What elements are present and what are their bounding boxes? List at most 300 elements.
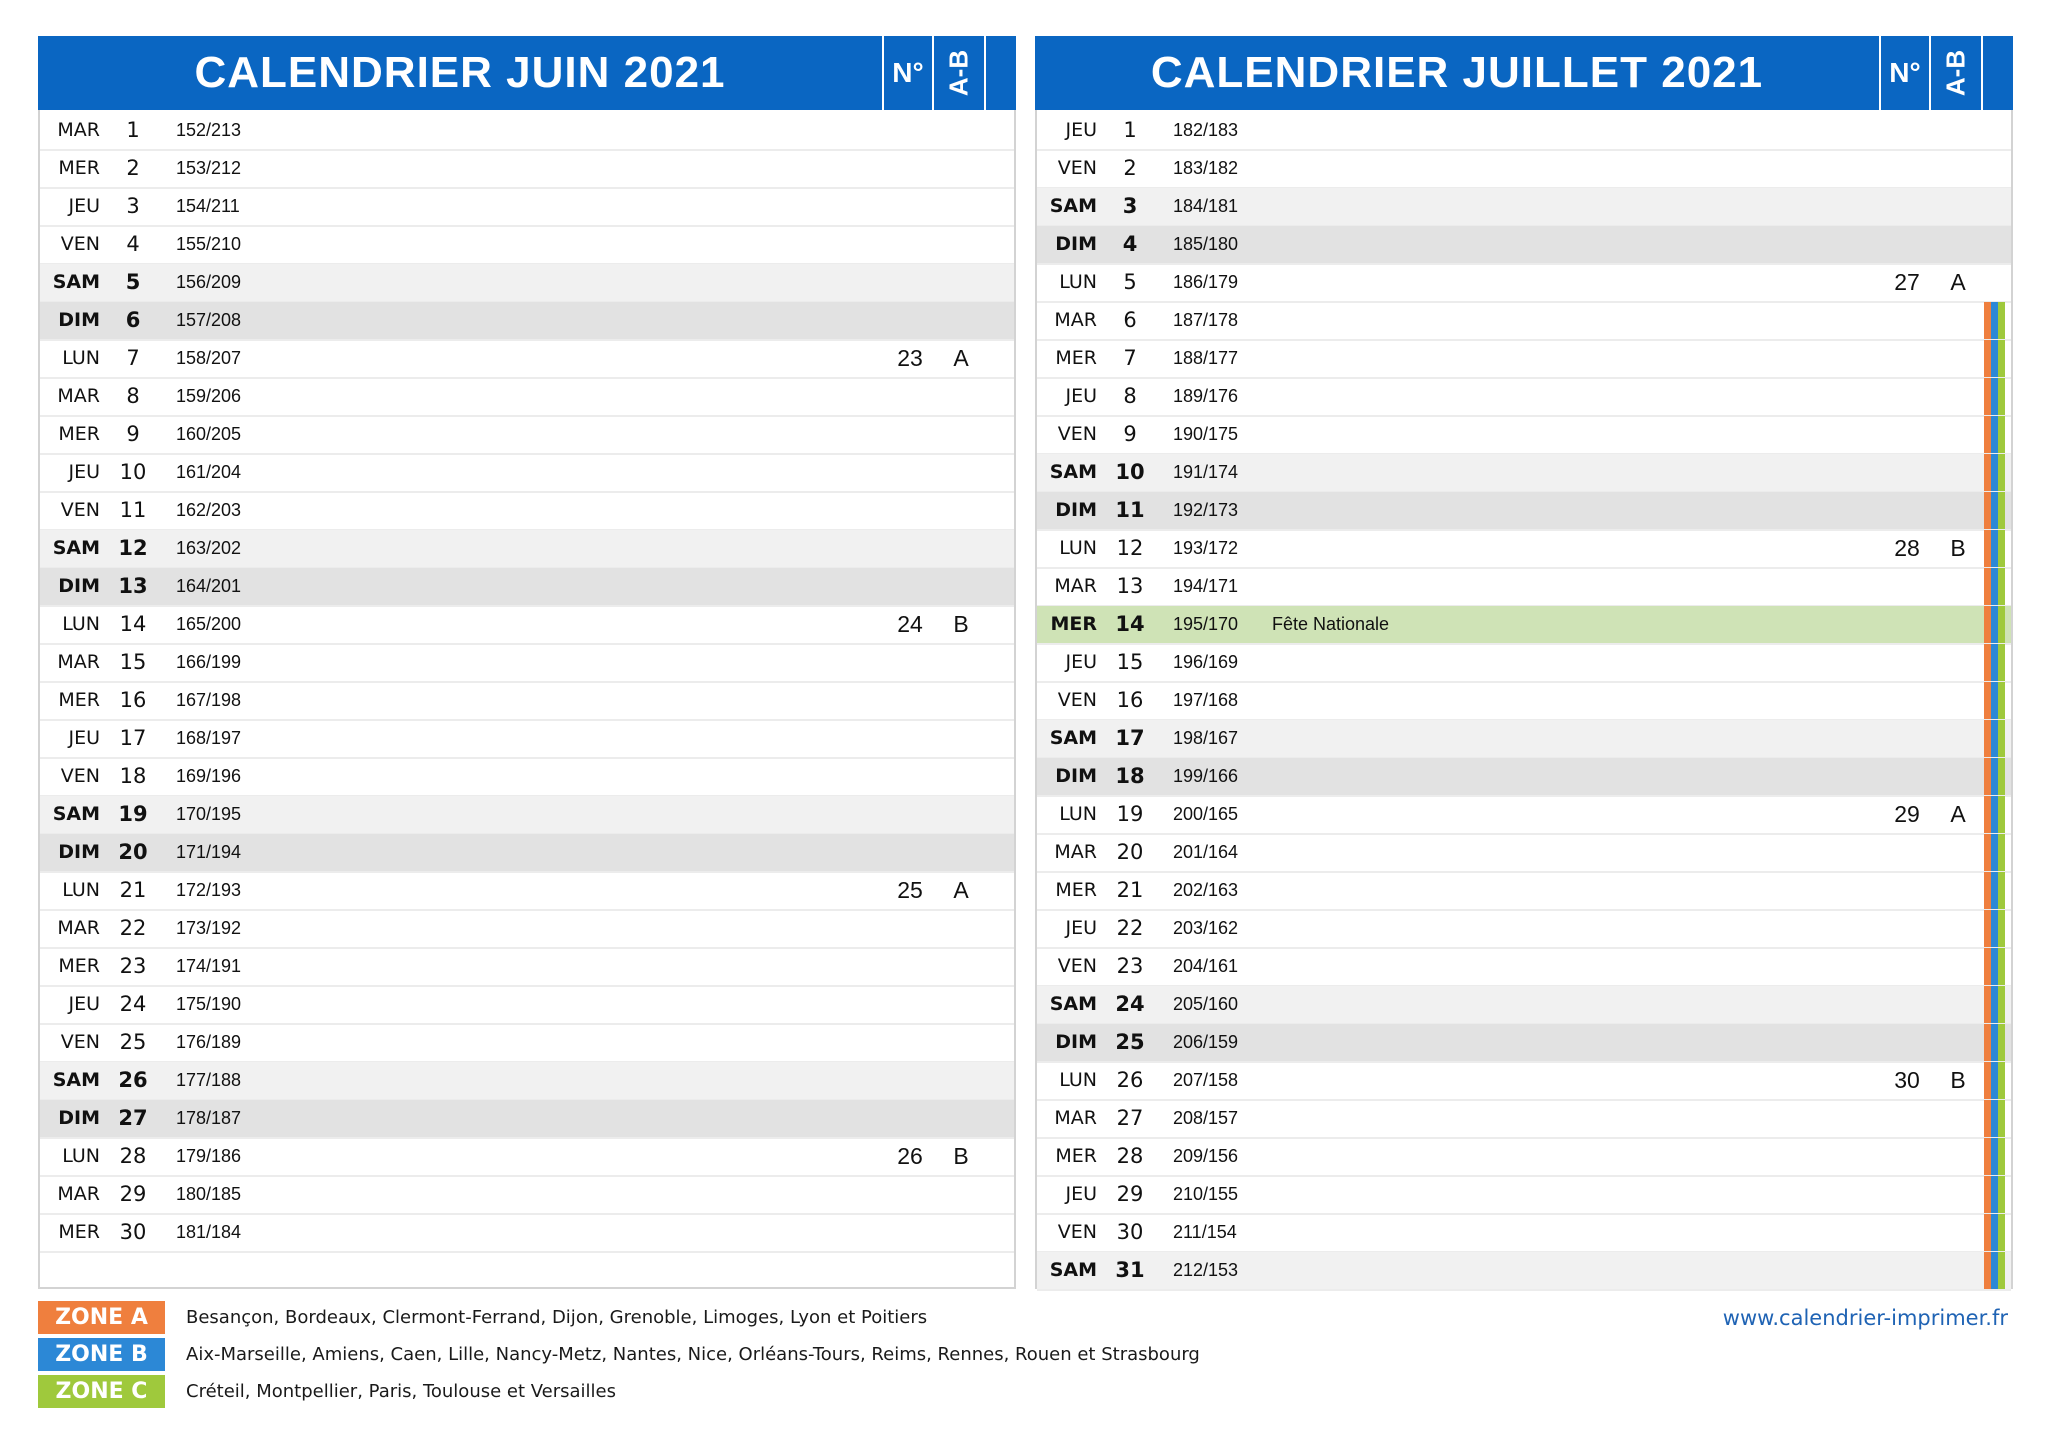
day-of-week: MER (58, 689, 100, 711)
website-link[interactable]: www.calendrier-imprimer.fr (1722, 1306, 2008, 1330)
day-of-year: 188/177 (1173, 348, 1239, 368)
day-number: 6 (1123, 308, 1137, 332)
day-of-year: 190/175 (1173, 424, 1239, 444)
day-of-week: DIM (58, 841, 100, 863)
zone-a-holiday-bar (1984, 986, 1991, 1023)
day-row (1037, 1100, 2011, 1139)
zone-a-badge: ZONE A (38, 1301, 165, 1334)
day-row (1037, 1252, 2011, 1291)
day-of-year: 208/157 (1173, 1108, 1239, 1128)
week-number: 25 (897, 877, 923, 903)
ab-week: B (1950, 1067, 1966, 1093)
day-number: 26 (118, 1068, 148, 1092)
day-number: 6 (125, 308, 141, 332)
day-number: 29 (1116, 1182, 1144, 1206)
day-number: 17 (1115, 726, 1145, 750)
day-of-week: SAM (1049, 195, 1097, 217)
day-of-year: 178/187 (176, 1108, 242, 1128)
day-of-year: 200/165 (1173, 804, 1239, 824)
day-row (40, 834, 1014, 873)
zone-b-holiday-bar (1991, 720, 1998, 757)
day-row (1037, 644, 2011, 683)
zone-a-holiday-bar (1984, 1024, 1991, 1061)
zone-c-holiday-bar (1998, 910, 2005, 947)
day-row (40, 416, 1014, 455)
day-row (1037, 112, 2011, 151)
day-of-year: 204/161 (1173, 956, 1239, 976)
day-number: 15 (1116, 650, 1144, 674)
zone-c-holiday-bar (1998, 948, 2005, 985)
day-of-year: 164/201 (176, 576, 242, 596)
day-of-week: LUN (1059, 1069, 1097, 1091)
zone-b-cities: Aix-Marseille, Amiens, Caen, Lille, Nancy-Metz, Nantes, Nice, Orléans-Tours, Reims, Rennes, Rouen et Strasbourg (186, 1344, 1200, 1365)
day-of-year: 153/212 (176, 158, 242, 178)
day-of-week: LUN (1059, 803, 1097, 825)
zone-b-holiday-bar (1991, 1100, 1998, 1137)
day-number: 28 (1116, 1144, 1144, 1168)
zone-a-holiday-bar (1984, 340, 1991, 377)
day-of-year: 180/185 (176, 1184, 242, 1204)
day-number: 27 (118, 1106, 148, 1130)
zone-a-holiday-bar (1984, 416, 1991, 453)
day-number: 16 (1116, 688, 1144, 712)
day-number: 22 (1116, 916, 1144, 940)
day-row (40, 188, 1014, 227)
day-of-year: 177/188 (176, 1070, 242, 1090)
zone-c-holiday-bar (1998, 530, 2005, 567)
day-row (1037, 226, 2011, 265)
day-row (1037, 1138, 2011, 1177)
day-number: 16 (119, 688, 147, 712)
day-row (40, 112, 1014, 151)
day-number: 7 (126, 346, 140, 370)
day-number: 1 (1123, 118, 1137, 142)
day-row (40, 796, 1014, 835)
zone-a-holiday-bar (1984, 910, 1991, 947)
day-of-week: MER (58, 157, 100, 179)
day-number: 28 (119, 1144, 147, 1168)
day-number: 18 (119, 764, 147, 788)
june-calendar (38, 36, 1016, 1289)
day-row (40, 758, 1014, 797)
day-of-week: MAR (57, 1183, 100, 1205)
day-number: 7 (1123, 346, 1137, 370)
day-of-week: DIM (58, 575, 100, 597)
day-of-year: 152/213 (176, 120, 242, 140)
day-of-year: 187/178 (1173, 310, 1239, 330)
day-of-year: 183/182 (1173, 158, 1239, 178)
zone-a-holiday-bar (1984, 644, 1991, 681)
day-of-week: VEN (1057, 423, 1097, 445)
week-number: 29 (1894, 801, 1920, 827)
day-of-week: DIM (58, 309, 100, 331)
zone-c-holiday-bar (1998, 720, 2005, 757)
zone-b-holiday-bar (1991, 568, 1998, 605)
week-number: 30 (1894, 1067, 1920, 1093)
zone-c-holiday-bar (1998, 378, 2005, 415)
day-row (40, 910, 1014, 949)
zone-a-holiday-bar (1984, 720, 1991, 757)
day-of-week: SAM (1049, 1259, 1097, 1281)
day-row (1037, 492, 2011, 531)
zone-a-holiday-bar (1984, 378, 1991, 415)
day-row (1037, 720, 2011, 759)
day-of-week: SAM (1049, 461, 1097, 483)
day-of-year: 195/170 (1173, 614, 1239, 634)
zone-a-holiday-bar (1984, 568, 1991, 605)
zone-b-holiday-bar (1991, 1062, 1998, 1099)
day-of-year: 158/207 (176, 348, 242, 368)
day-of-year: 210/155 (1173, 1184, 1239, 1204)
day-of-year: 203/162 (1173, 918, 1239, 938)
zone-c-holiday-bar (1998, 416, 2005, 453)
zone-a-holiday-bar (1984, 796, 1991, 833)
day-row (1037, 264, 2011, 303)
day-of-year: 184/181 (1173, 196, 1239, 216)
day-row (40, 378, 1014, 417)
day-of-year: 182/183 (1173, 120, 1239, 140)
day-row (40, 948, 1014, 987)
day-number: 23 (1116, 954, 1144, 978)
day-number: 13 (118, 574, 148, 598)
day-row (40, 1062, 1014, 1101)
day-row (40, 1100, 1014, 1139)
zone-b-holiday-bar (1991, 530, 1998, 567)
zone-c-holiday-bar (1998, 492, 2005, 529)
day-of-week: VEN (60, 1031, 100, 1053)
zone-b-holiday-bar (1991, 378, 1998, 415)
day-of-week: JEU (68, 727, 100, 749)
day-number: 21 (1116, 878, 1144, 902)
day-number: 13 (1116, 574, 1144, 598)
day-of-week: DIM (1055, 765, 1097, 787)
day-of-week: VEN (1057, 689, 1097, 711)
day-of-week: JEU (68, 195, 100, 217)
day-number: 5 (1123, 270, 1137, 294)
day-of-year: 189/176 (1173, 386, 1239, 406)
day-number: 5 (125, 270, 141, 294)
day-number: 10 (1115, 460, 1145, 484)
day-row (1037, 986, 2011, 1025)
day-number: 3 (1122, 194, 1138, 218)
day-of-year: 156/209 (176, 272, 242, 292)
zone-a-holiday-bar (1984, 1176, 1991, 1213)
zone-b-holiday-bar (1991, 644, 1998, 681)
zone-c-holiday-bar (1998, 644, 2005, 681)
day-of-week: MER (1055, 347, 1097, 369)
ab-week-header: A-B (943, 49, 974, 97)
day-row (1037, 948, 2011, 987)
day-of-year: 211/154 (1173, 1222, 1237, 1242)
day-number: 4 (1122, 232, 1138, 256)
day-of-week: MER (58, 423, 100, 445)
day-number: 10 (119, 460, 147, 484)
ab-week-header: A-B (1940, 49, 1971, 97)
june-header (38, 36, 1016, 110)
day-of-week: JEU (1065, 651, 1097, 673)
ab-week: A (953, 345, 969, 371)
day-of-year: 169/196 (176, 766, 242, 786)
day-row (40, 150, 1014, 189)
day-number: 24 (119, 992, 147, 1016)
day-of-week: LUN (1059, 271, 1097, 293)
day-number: 31 (1115, 1258, 1145, 1282)
day-of-year: 198/167 (1173, 728, 1239, 748)
week-number: 24 (897, 611, 923, 637)
day-of-year: 193/172 (1173, 538, 1239, 558)
day-number: 30 (1116, 1220, 1144, 1244)
day-number: 12 (1116, 536, 1144, 560)
zone-b-holiday-bar (1991, 340, 1998, 377)
day-of-week: LUN (62, 1145, 100, 1167)
day-of-week: LUN (1059, 537, 1097, 559)
day-of-week: JEU (1065, 385, 1097, 407)
day-number: 8 (1123, 384, 1137, 408)
day-number: 14 (1115, 612, 1145, 636)
day-row (40, 1138, 1014, 1177)
day-of-year: 171/194 (176, 842, 242, 862)
day-row (40, 872, 1014, 911)
july-calendar (1035, 36, 2013, 1289)
day-of-week: MAR (1054, 575, 1097, 597)
ab-week: B (1950, 535, 1966, 561)
day-of-week: SAM (52, 537, 100, 559)
zone-c-holiday-bar (1998, 568, 2005, 605)
day-of-week: JEU (68, 993, 100, 1015)
day-row (40, 1214, 1014, 1253)
day-number: 29 (119, 1182, 147, 1206)
day-of-week: SAM (52, 1069, 100, 1091)
day-of-year: 212/153 (1173, 1260, 1239, 1280)
day-number: 21 (119, 878, 147, 902)
day-row (40, 340, 1014, 379)
day-number: 2 (1123, 156, 1137, 180)
day-of-week: MAR (57, 651, 100, 673)
day-of-week: VEN (1057, 1221, 1097, 1243)
zone-c-holiday-bar (1998, 758, 2005, 795)
day-of-year: 194/171 (1173, 576, 1239, 596)
day-of-week: JEU (68, 461, 100, 483)
zone-a-holiday-bar (1984, 606, 1991, 643)
day-row (40, 454, 1014, 493)
week-number-header: N° (892, 57, 924, 88)
day-of-year: 163/202 (176, 538, 242, 558)
day-number: 2 (126, 156, 140, 180)
zone-b-holiday-bar (1991, 606, 1998, 643)
zone-c-holiday-bar (1998, 1062, 2005, 1099)
day-number: 9 (126, 422, 140, 446)
day-of-year: 176/189 (176, 1032, 242, 1052)
day-row (40, 644, 1014, 683)
day-number: 9 (1123, 422, 1137, 446)
day-of-year: 157/208 (176, 310, 242, 330)
day-of-year: 170/195 (176, 804, 242, 824)
zone-c-holiday-bar (1998, 1214, 2005, 1251)
day-number: 20 (1116, 840, 1144, 864)
day-row (1037, 150, 2011, 189)
zone-a-holiday-bar (1984, 1138, 1991, 1175)
day-number: 3 (126, 194, 140, 218)
day-of-year: 199/166 (1173, 766, 1239, 786)
day-of-week: VEN (60, 765, 100, 787)
zone-c-holiday-bar (1998, 1024, 2005, 1061)
day-number: 19 (1116, 802, 1144, 826)
day-of-year: 191/174 (1173, 462, 1239, 482)
day-of-year: 160/205 (176, 424, 242, 444)
zone-b-holiday-bar (1991, 796, 1998, 833)
day-of-week: LUN (62, 879, 100, 901)
day-of-year: 175/190 (176, 994, 242, 1014)
zone-a-holiday-bar (1984, 1100, 1991, 1137)
day-of-week: VEN (60, 233, 100, 255)
day-number: 26 (1116, 1068, 1144, 1092)
day-of-year: 161/204 (176, 462, 242, 482)
ab-week: B (953, 611, 969, 637)
day-of-year: 201/164 (1173, 842, 1239, 862)
day-row (40, 1024, 1014, 1063)
day-number: 11 (119, 498, 147, 522)
week-number: 28 (1894, 535, 1920, 561)
day-row (1037, 378, 2011, 417)
zone-b-holiday-bar (1991, 682, 1998, 719)
ab-week: A (953, 877, 969, 903)
day-of-week: VEN (60, 499, 100, 521)
day-row (1037, 834, 2011, 873)
header-divider (1981, 36, 1983, 110)
zone-b-holiday-bar (1991, 1024, 1998, 1061)
day-of-week: LUN (62, 347, 100, 369)
day-of-week: JEU (1065, 917, 1097, 939)
day-of-week: MER (1050, 613, 1097, 635)
day-number: 24 (1115, 992, 1145, 1016)
july-header (1035, 36, 2013, 110)
zone-c-holiday-bar (1998, 1176, 2005, 1213)
day-row (1037, 530, 2011, 569)
week-number-header: N° (1889, 57, 1921, 88)
day-of-week: LUN (62, 613, 100, 635)
holiday-label: Fête Nationale (1272, 614, 1390, 634)
day-of-year: 162/203 (176, 500, 242, 520)
day-of-week: MAR (57, 119, 100, 141)
day-of-week: MAR (57, 385, 100, 407)
zone-b-holiday-bar (1991, 872, 1998, 909)
day-row (1037, 796, 2011, 835)
day-row (1037, 1176, 2011, 1215)
day-row (1037, 416, 2011, 455)
week-number: 27 (1894, 269, 1920, 295)
day-number: 19 (118, 802, 148, 826)
zone-c-holiday-bar (1998, 340, 2005, 377)
ab-week: A (1950, 801, 1966, 827)
zone-b-holiday-bar (1991, 454, 1998, 491)
zone-b-holiday-bar (1991, 948, 1998, 985)
day-number: 22 (119, 916, 147, 940)
zone-a-holiday-bar (1984, 682, 1991, 719)
day-number: 20 (118, 840, 148, 864)
day-of-week: MER (58, 1221, 100, 1243)
day-number: 12 (118, 536, 148, 560)
zone-a-holiday-bar (1984, 1252, 1991, 1289)
day-of-year: 196/169 (1173, 652, 1239, 672)
july-title: CALENDRIER JUILLET 2021 (1150, 48, 1764, 97)
day-of-week: SAM (1049, 993, 1097, 1015)
day-number: 17 (119, 726, 147, 750)
day-of-year: 168/197 (176, 728, 242, 748)
day-of-year: 197/168 (1173, 690, 1239, 710)
day-row (40, 530, 1014, 569)
day-row (40, 682, 1014, 721)
zone-a-holiday-bar (1984, 302, 1991, 339)
header-divider (984, 36, 986, 110)
zone-a-holiday-bar (1984, 872, 1991, 909)
zone-c-holiday-bar (1998, 1252, 2005, 1289)
day-row (1037, 872, 2011, 911)
day-of-week: DIM (58, 1107, 100, 1129)
day-number: 4 (126, 232, 140, 256)
day-of-year: 209/156 (1173, 1146, 1239, 1166)
day-row (1037, 758, 2011, 797)
day-row (1037, 302, 2011, 341)
zone-b-holiday-bar (1991, 1176, 1998, 1213)
day-row (1037, 1214, 2011, 1253)
ab-week: A (1950, 269, 1966, 295)
day-row (1037, 340, 2011, 379)
zone-a-holiday-bar (1984, 834, 1991, 871)
day-number: 11 (1115, 498, 1145, 522)
day-of-week: VEN (1057, 157, 1097, 179)
day-number: 14 (119, 612, 147, 636)
zone-b-holiday-bar (1991, 758, 1998, 795)
day-of-week: MAR (1054, 309, 1097, 331)
day-of-week: MER (58, 955, 100, 977)
day-of-week: JEU (1065, 119, 1097, 141)
day-of-week: MER (1055, 1145, 1097, 1167)
day-of-year: 154/211 (176, 196, 240, 216)
zone-a-cities: Besançon, Bordeaux, Clermont-Ferrand, Dijon, Grenoble, Limoges, Lyon et Poitiers (186, 1307, 928, 1328)
zone-a-holiday-bar (1984, 1062, 1991, 1099)
zone-a-holiday-bar (1984, 948, 1991, 985)
zone-b-holiday-bar (1991, 910, 1998, 947)
day-of-year: 181/184 (176, 1222, 242, 1242)
june-title: CALENDRIER JUIN 2021 (194, 48, 726, 97)
day-of-week: JEU (1065, 1183, 1097, 1205)
zone-b-holiday-bar (1991, 986, 1998, 1023)
day-of-week: DIM (1055, 233, 1097, 255)
zone-c-holiday-bar (1998, 872, 2005, 909)
day-of-year: 206/159 (1173, 1032, 1239, 1052)
day-of-week: MAR (57, 917, 100, 939)
zone-c-holiday-bar (1998, 1138, 2005, 1175)
day-row (40, 492, 1014, 531)
day-of-week: MAR (1054, 841, 1097, 863)
zone-a-holiday-bar (1984, 530, 1991, 567)
day-of-year: 166/199 (176, 652, 242, 672)
zone-b-badge: ZONE B (38, 1338, 165, 1371)
day-row (1037, 454, 2011, 493)
day-number: 23 (119, 954, 147, 978)
day-number: 30 (119, 1220, 147, 1244)
day-row (40, 606, 1014, 645)
zone-a-holiday-bar (1984, 1214, 1991, 1251)
day-of-week: VEN (1057, 955, 1097, 977)
day-of-week: MER (1055, 879, 1097, 901)
zone-b-holiday-bar (1991, 416, 1998, 453)
day-of-year: 186/179 (1173, 272, 1239, 292)
zone-c-cities: Créteil, Montpellier, Paris, Toulouse et Versailles (186, 1381, 617, 1402)
zone-c-holiday-bar (1998, 682, 2005, 719)
day-row (40, 264, 1014, 303)
day-row (1037, 1024, 2011, 1063)
